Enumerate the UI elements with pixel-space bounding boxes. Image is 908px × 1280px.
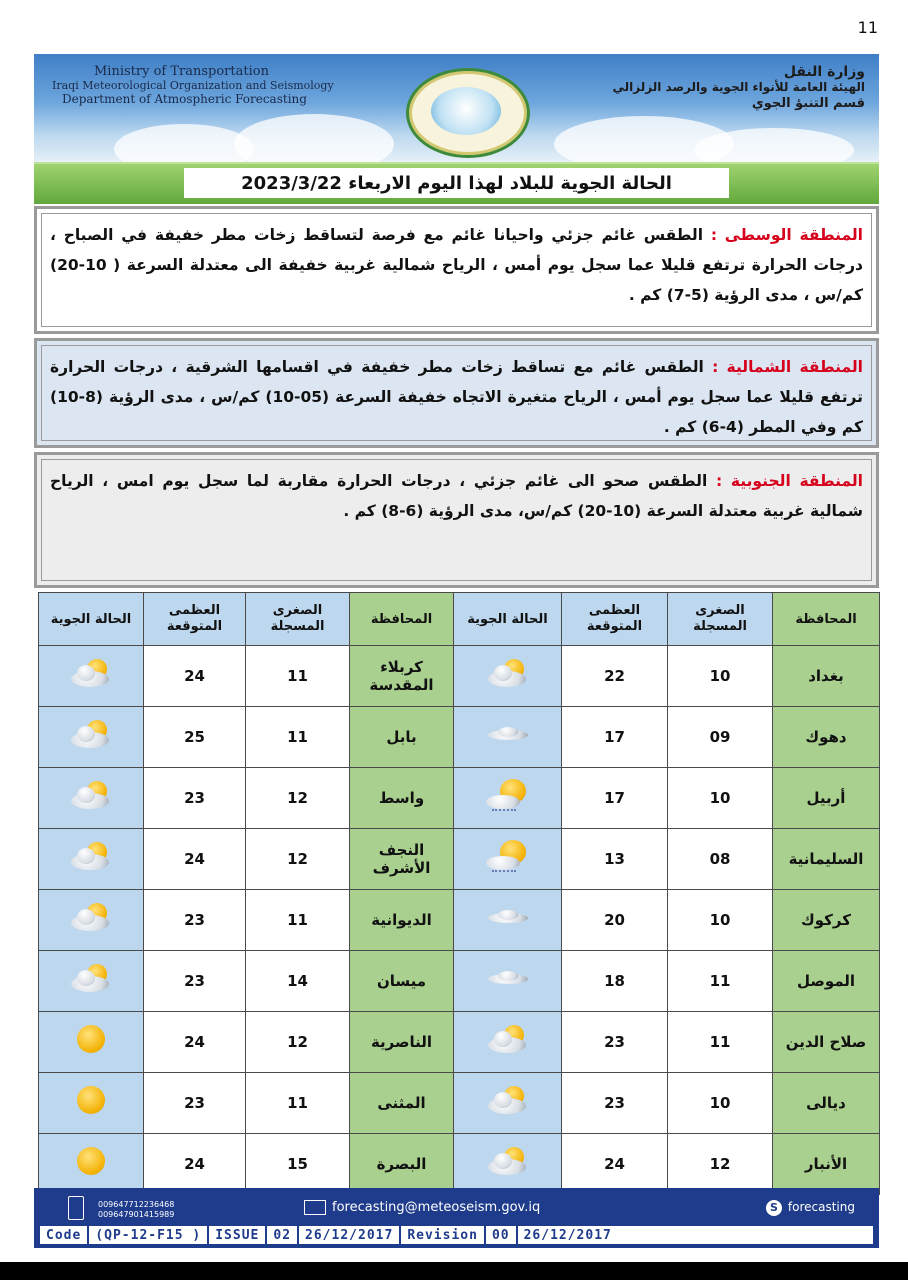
partly-cloudy-icon	[69, 860, 113, 878]
governorate-name: المثنى	[350, 1073, 454, 1134]
region-text: الطقس صحو الى غائم جزئي ، درجات الحرارة مقاربة لما سجل يوم امس ، الرياح شمالية غربية معتدلة السرعة (10-20) كم/س، مدى الرؤية (6-8) كم .	[50, 472, 863, 520]
min-temp: 11	[246, 707, 350, 768]
governorate-name: الناصرية	[350, 1012, 454, 1073]
page-number: 11	[857, 18, 878, 37]
skype-contact	[766, 1200, 855, 1216]
cloudy-icon	[486, 738, 530, 756]
region-south	[34, 452, 879, 588]
header-governorate: المحافظة	[350, 593, 454, 646]
cloudy-icon	[486, 982, 530, 1000]
region-label: المنطقة الجنوبية :	[715, 472, 863, 490]
en-ministry: Ministry of Transportation	[94, 64, 269, 79]
max-temp: 24	[144, 646, 246, 707]
cloudy-icon	[486, 921, 530, 939]
min-temp: 10	[668, 890, 773, 951]
min-temp: 12	[246, 829, 350, 890]
partly-cloudy-icon	[69, 738, 113, 756]
region-central	[34, 206, 879, 334]
english-org-name	[52, 64, 334, 106]
max-temp: 22	[562, 646, 668, 707]
table-row	[39, 1012, 880, 1073]
max-temp: 23	[144, 1073, 246, 1134]
governorate-name: الموصل	[773, 951, 880, 1012]
sunny-icon	[69, 1165, 113, 1183]
weather-condition-cell	[454, 707, 562, 768]
revision-number: 00	[486, 1226, 518, 1244]
revision-date: 26/12/2017	[523, 1227, 612, 1243]
document-code-bar	[40, 1226, 873, 1244]
weather-condition-cell	[39, 890, 144, 951]
max-temp: 18	[562, 951, 668, 1012]
forecast-table	[38, 592, 880, 1195]
weather-condition-cell	[39, 1073, 144, 1134]
partly-cloudy-icon	[69, 799, 113, 817]
weather-condition-cell	[39, 707, 144, 768]
min-temp: 11	[246, 890, 350, 951]
weather-condition-cell	[454, 646, 562, 707]
weather-condition-cell	[454, 829, 562, 890]
header-governorate: المحافظة	[773, 593, 880, 646]
governorate-name: ديالى	[773, 1073, 880, 1134]
min-temp: 09	[668, 707, 773, 768]
region-text: الطقس غائم مع تساقط زخات مطر خفيفة في اقسامها الشرقية ، درجات الحرارة ترتفع قليلا عما سجل يوم أمس ، الرياح متغيرة الاتجاه خفيفة السرعة (05-10) كم/س ، مدى الرؤية (8-10) كم وفي المطر (4-6) كم .	[50, 358, 863, 436]
weather-condition-cell	[454, 1134, 562, 1195]
partly-cloudy-icon	[69, 677, 113, 695]
page-title: الحالة الجوية للبلاد لهذا اليوم الاربعاء 2023/3/22	[184, 168, 729, 198]
revision-label: Revision	[401, 1226, 486, 1244]
table-row	[39, 890, 880, 951]
weather-condition-cell	[454, 890, 562, 951]
region-north	[34, 338, 879, 448]
partly-cloudy-icon	[486, 1104, 530, 1122]
partly-cloudy-icon	[69, 921, 113, 939]
min-temp: 11	[246, 1073, 350, 1134]
min-temp: 12	[246, 768, 350, 829]
sunny-icon	[69, 1043, 113, 1061]
governorate-name: كركوك	[773, 890, 880, 951]
governorate-name: بغداد	[773, 646, 880, 707]
rain-sun-icon	[486, 860, 530, 878]
weather-condition-cell	[39, 829, 144, 890]
bottom-border	[0, 1262, 908, 1280]
table-row	[39, 951, 880, 1012]
arabic-org-name	[613, 64, 865, 111]
weather-condition-cell	[454, 1073, 562, 1134]
table-row	[39, 1134, 880, 1195]
rain-sun-icon	[486, 799, 530, 817]
weather-condition-cell	[454, 768, 562, 829]
governorate-name: البصرة	[350, 1134, 454, 1195]
header-banner	[34, 54, 879, 162]
en-organization: Iraqi Meteorological Organization and Seismology	[52, 79, 334, 92]
max-temp: 23	[562, 1073, 668, 1134]
max-temp: 24	[144, 1012, 246, 1073]
governorate-name: صلاح الدين	[773, 1012, 880, 1073]
max-temp: 24	[562, 1134, 668, 1195]
governorate-name: السليمانية	[773, 829, 880, 890]
governorate-name: الأنبار	[773, 1134, 880, 1195]
partly-cloudy-icon	[486, 677, 530, 695]
ar-ministry: وزارة النقل	[783, 64, 865, 80]
max-temp: 17	[562, 707, 668, 768]
min-temp: 12	[668, 1134, 773, 1195]
governorate-name: دهوك	[773, 707, 880, 768]
ar-department: قسم التنبؤ الجوي	[751, 96, 865, 111]
sunny-icon	[69, 1104, 113, 1122]
min-temp: 14	[246, 951, 350, 1012]
governorate-name: ميسان	[350, 951, 454, 1012]
weather-condition-cell	[39, 1134, 144, 1195]
ar-organization: الهيئة العامة للأنواء الجوية والرصد الزلزالي	[612, 80, 865, 94]
title-bar	[34, 162, 879, 204]
en-department: Department of Atmospheric Forecasting	[62, 92, 307, 106]
table-row	[39, 768, 880, 829]
max-temp: 13	[562, 829, 668, 890]
organization-logo	[406, 68, 530, 158]
phone-numbers	[98, 1200, 174, 1220]
footer	[34, 1188, 879, 1248]
skype-name: forecasting	[787, 1200, 855, 1214]
table-row	[39, 707, 880, 768]
issue-label: ISSUE	[209, 1226, 267, 1244]
mail-icon	[304, 1200, 326, 1215]
max-temp: 23	[144, 890, 246, 951]
min-temp: 10	[668, 646, 773, 707]
max-temp: 23	[562, 1012, 668, 1073]
header-condition: الحالة الجوية	[454, 593, 562, 646]
min-temp: 11	[668, 951, 773, 1012]
header-max-expected: العظمى المتوقعة	[562, 593, 668, 646]
region-text: الطقس غائم جزئي واحيانا غائم مع فرصة لتساقط زخات مطر خفيفة في الصباح ، درجات الحرارة ترتفع قليلا عما سجل يوم أمس ، الرياح شمالية غربية خفيفة الى معتدلة السرعة ( 10-20) كم/س ، مدى الرؤية (5-7) كم .	[50, 226, 863, 304]
weather-condition-cell	[454, 1012, 562, 1073]
issue-date: 26/12/2017	[299, 1226, 401, 1244]
min-temp: 15	[246, 1134, 350, 1195]
min-temp: 12	[246, 1012, 350, 1073]
weather-condition-cell	[39, 646, 144, 707]
weather-condition-cell	[39, 951, 144, 1012]
phone-2: 009647901415989	[98, 1210, 175, 1219]
min-temp: 10	[668, 768, 773, 829]
partly-cloudy-icon	[69, 982, 113, 1000]
code-value: (QP-12-F15 )	[89, 1226, 209, 1244]
max-temp: 24	[144, 1134, 246, 1195]
max-temp: 25	[144, 707, 246, 768]
code-label: Code	[40, 1226, 89, 1244]
table-row	[39, 646, 880, 707]
governorate-name: النجف الأشرف	[350, 829, 454, 890]
min-temp: 08	[668, 829, 773, 890]
min-temp: 11	[246, 646, 350, 707]
max-temp: 23	[144, 951, 246, 1012]
partly-cloudy-icon	[486, 1043, 530, 1061]
governorate-name: أربيل	[773, 768, 880, 829]
governorate-name: بابل	[350, 707, 454, 768]
email-address: forecasting@meteoseism.gov.iq	[332, 1200, 541, 1215]
governorate-name: كربلاء المقدسة	[350, 646, 454, 707]
weather-condition-cell	[39, 1012, 144, 1073]
weather-condition-cell	[454, 951, 562, 1012]
skype-icon: S	[766, 1200, 782, 1216]
partly-cloudy-icon	[486, 1165, 530, 1183]
table-row	[39, 1073, 880, 1134]
header-min-recorded: الصغرى المسجلة	[246, 593, 350, 646]
max-temp: 17	[562, 768, 668, 829]
weather-condition-cell	[39, 768, 144, 829]
issue-number: 02	[267, 1226, 299, 1244]
header-min-recorded: الصغرى المسجلة	[668, 593, 773, 646]
region-label: المنطقة الشمالية :	[712, 358, 863, 376]
header-max-expected: العظمى المتوقعة	[144, 593, 246, 646]
table-header-row	[39, 593, 880, 646]
header-condition: الحالة الجوية	[39, 593, 144, 646]
region-label: المنطقة الوسطى :	[710, 226, 863, 244]
min-temp: 11	[668, 1012, 773, 1073]
phone-1: 009647712236468	[98, 1200, 175, 1209]
governorate-name: واسط	[350, 768, 454, 829]
table-row	[39, 829, 880, 890]
phone-icon	[68, 1196, 84, 1220]
max-temp: 24	[144, 829, 246, 890]
min-temp: 10	[668, 1073, 773, 1134]
governorate-name: الديوانية	[350, 890, 454, 951]
max-temp: 23	[144, 768, 246, 829]
max-temp: 20	[562, 890, 668, 951]
